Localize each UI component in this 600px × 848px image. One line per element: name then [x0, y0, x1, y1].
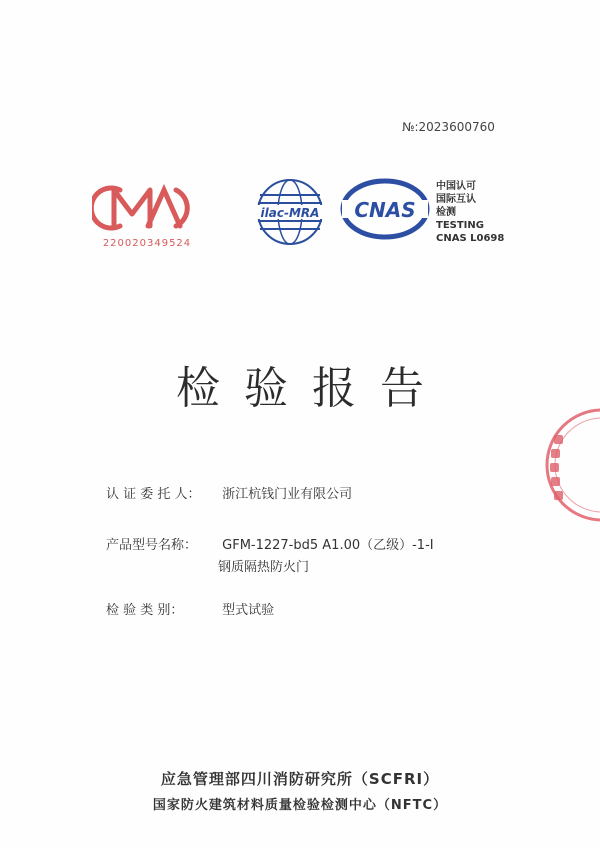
cnas-accreditation-text [436, 180, 504, 245]
testing-center-name: 国家防火建筑材料质量检验检测中心（NFTC） [152, 798, 448, 813]
product-row [106, 534, 434, 553]
cma-code: 220020349524 [102, 238, 192, 249]
client-label: 认 证 委 托 人： [106, 487, 201, 502]
cnas-line-4: TESTING [436, 220, 484, 231]
client-row [106, 483, 352, 502]
report-title: 检验报告 [176, 363, 448, 414]
cnas-line-2: 国际互认 [436, 194, 476, 205]
category-value: 型式试验 [222, 603, 275, 618]
cma-logo [92, 180, 202, 250]
product-value: GFM-1227-bd5 A1.00（乙级）-1-Ⅰ [222, 538, 434, 553]
category-label: 检 验 类 别： [106, 603, 184, 618]
cma-emblem-icon [92, 188, 187, 228]
cnas-line-1: 中国认可 [436, 181, 476, 192]
category-row [106, 599, 274, 618]
ilac-mra-label: ilac-MRA [260, 206, 320, 220]
product-label: 产品型号名称： [106, 538, 198, 553]
report-number: №:2023600760 [402, 120, 495, 134]
product-value-line-2: 钢质隔热防火门 [218, 560, 310, 575]
official-seal-stamp [540, 405, 600, 525]
cnas-line-5: CNAS L0698 [436, 233, 505, 244]
cnas-line-3: 检测 [436, 207, 456, 218]
client-value: 浙江杭钱门业有限公司 [222, 487, 353, 502]
cnas-label: CNAS [354, 198, 416, 222]
cnas-logo [340, 178, 430, 240]
institute-name: 应急管理部四川消防研究所（SCFRI） [160, 770, 440, 788]
ilac-mra-logo [245, 175, 335, 250]
